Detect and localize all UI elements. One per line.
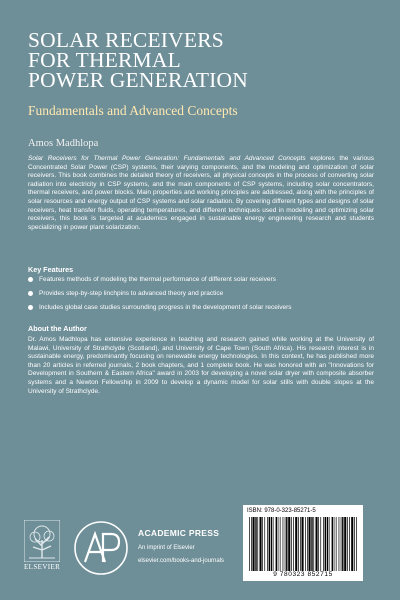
list-item [28,290,374,304]
feature-text: Provides step-by-step linchpins to advanced theory and practice [39,290,224,297]
imprint-of-text: An imprint of Elsevier [138,545,195,551]
feature-text: Features methods of modeling the thermal performance of different solar receivers [39,276,276,283]
elsevier-wordmark: ELSEVIER [24,563,61,571]
imprint-name: ACADEMIC PRESS [138,528,220,538]
barcode-digits: 9 780323 852715 [273,571,333,578]
feature-text: Includes global case studies surrounding progress in the development of solar receivers [39,304,292,311]
bullet-icon [28,305,33,310]
description-text: explores the various Concentrated Solar Power (CSP) systems, their varying components, and the modeling and optimization of solar receivers. This book combines the detailed theory of receivers, all physical concepts in the process of converting solar radiation into electricity in CSP systems, and the main components of CSP systems, including solar concentrators, thermal receivers, and power blocks. Main properties and working principles are addressed, along with the principles of solar resources and energy output of CSP systems and solar radiation. By covering different types and designs of solar receivers, heat transfer fluids, operating temperatures, and different techniques used in modeling and optimizing solar receivers, this book is targeted at academics engaged in sustainable energy engineering research and students specializing in power plant solarization. [28,155,374,231]
about-author-text: Dr. Amos Madhlopa has extensive experience in teaching and research gained while working at the University of Malawi, University of Strathclyde (Scotland), and University of Cape Town (South Africa). His research interest is in sustainable energy, predominantly focusing on renewable energy technologies. In this context, he has published more than 20 articles in referred journals, 2 book chapters, and 1 complete book. He was honored with an "Innovations for Development in Southern & Eastern Africa" award in 2003 for developing a novel solar dryer with composite absorber systems and a Newton Fellowship in 2009 to develop a dynamic model for solar stills with double slopes at the University of Strathclyde. [28,336,374,395]
isbn-number: ISBN: 978-0-323-85271-5 [247,508,316,514]
bullet-icon [28,291,33,296]
book-title [28,30,378,90]
book-description [28,155,374,232]
about-author-heading: About the Author [28,324,87,333]
publisher-url: elsevier.com/books-and-journals [138,558,225,564]
title-line-1: SOLAR RECEIVERS [28,28,224,52]
key-features-list [28,276,374,318]
academic-press-logo [73,520,129,576]
barcode [247,517,359,571]
isbn-barcode-box [243,505,363,581]
title-line-3: POWER GENERATION [28,68,248,92]
list-item [28,276,374,290]
bullet-icon [28,277,33,282]
title-line-2: FOR THERMAL [28,48,181,72]
author-name: Amos Madhlopa [28,138,99,149]
elsevier-tree-logo [24,520,60,562]
list-item [28,304,374,318]
book-subtitle: Fundamentals and Advanced Concepts [28,103,238,118]
description-book-title: Solar Receivers for Thermal Power Generation: Fundamentals and Advanced Concepts [28,155,306,162]
key-features-heading: Key Features [28,265,74,274]
